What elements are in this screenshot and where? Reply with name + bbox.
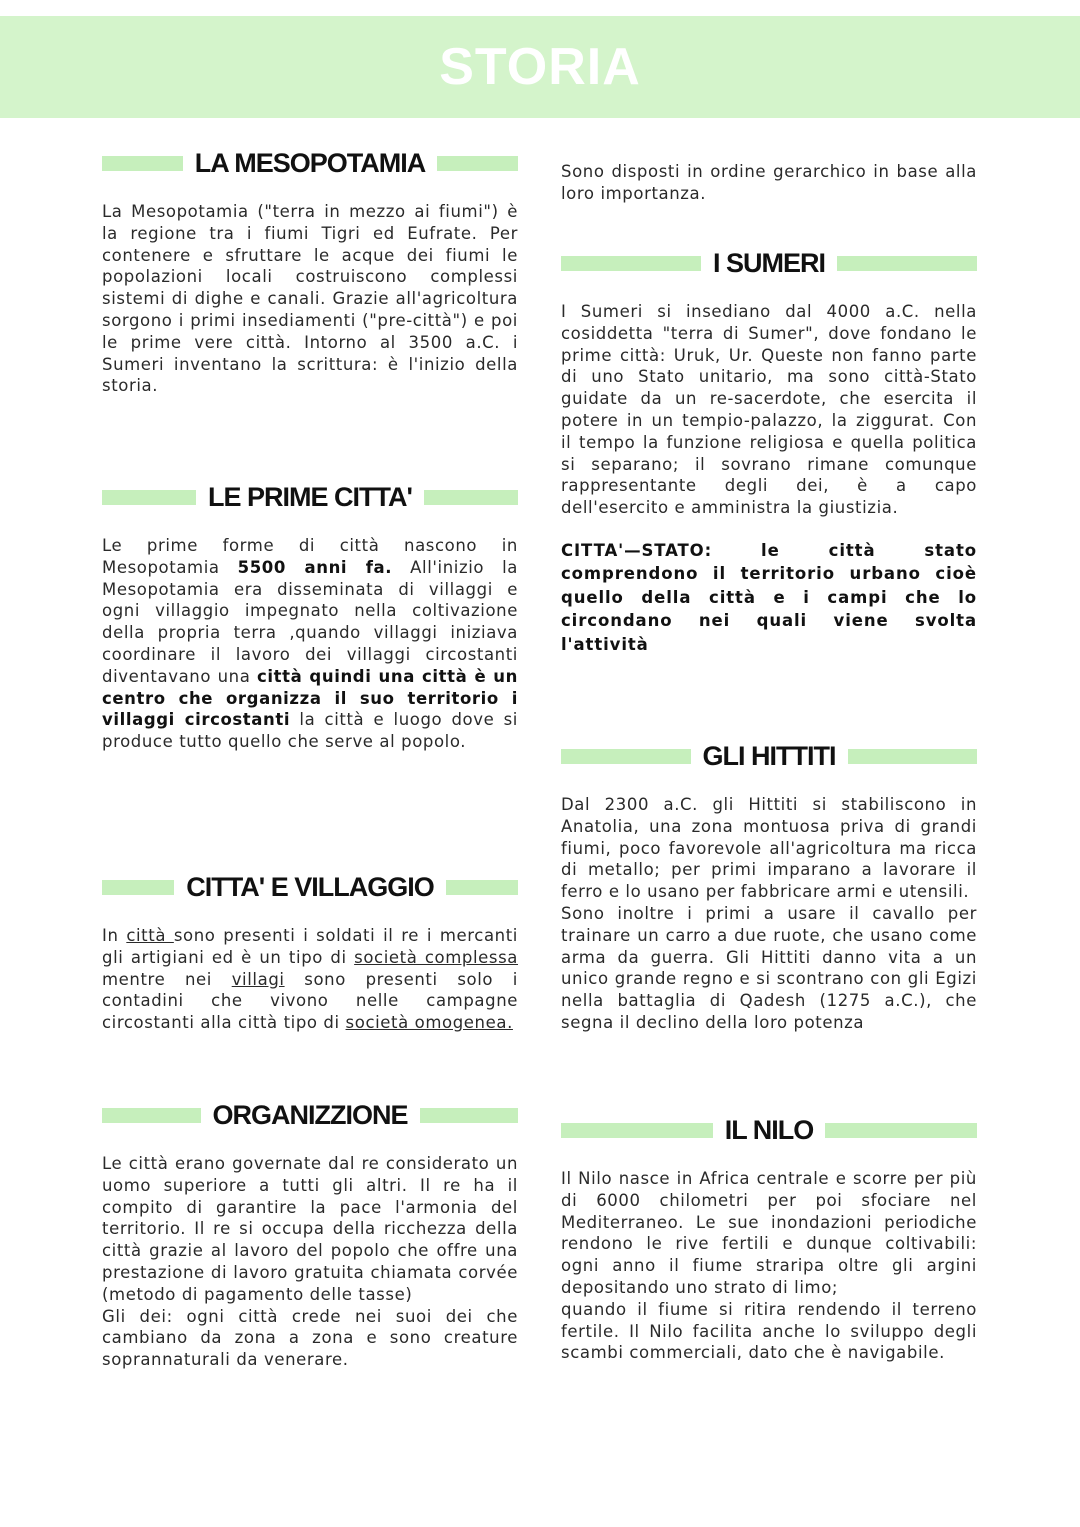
heading-text: LA MESOPOTAMIA xyxy=(194,147,426,178)
heading-bar-left xyxy=(561,256,701,271)
section-heading xyxy=(561,736,977,776)
heading-bar-right xyxy=(848,749,978,764)
heading-text: ORGANIZZIONE xyxy=(212,1099,408,1130)
heading-bar-left xyxy=(102,156,183,171)
text-run: All'inizio la Mesopotamia era disseminata di villaggi e ogni villaggio impegnato nella coltivazione della propria terra ,quando villaggi iniziava coordinare il lavoro dei villaggi circostanti diventavano una xyxy=(102,557,519,686)
section-prime-citta xyxy=(102,477,518,753)
section-text xyxy=(561,794,977,1034)
underlined-run: villagi xyxy=(231,969,285,989)
section-organizzazione xyxy=(102,1095,518,1371)
section-mesopotamia xyxy=(102,143,518,397)
text-paragraph: Dal 2300 a.C. gli Hittiti si stabiliscono in Anatolia, una zona montuosa priva di grandi fiumi, poco favorevole all'agricoltura ma ricca di metallo; per primi imparano a lavorare il ferro e lo usano per fabbricare armi e utensili. xyxy=(561,795,977,902)
heading-bar-left xyxy=(561,1123,713,1138)
text-run: Le prime forme di città nascono in Mesopotamia xyxy=(102,536,518,577)
heading-bar-right xyxy=(825,1123,977,1138)
section-text: Sono disposti in ordine gerarchico in base alla loro importanza. xyxy=(561,162,977,203)
section-heading xyxy=(561,243,977,283)
section-nilo xyxy=(561,1110,977,1364)
text-run: In xyxy=(102,926,127,945)
heading-text: IL NILO xyxy=(724,1114,814,1145)
section-heading xyxy=(102,867,518,907)
section-hittiti xyxy=(561,736,977,1034)
text-paragraph: Gli dei: ogni città crede nei suoi dei che cambiano da zona a zona e sono creature soprannaturali da venerare. xyxy=(102,1306,518,1370)
title-banner xyxy=(0,16,1080,118)
heading-bar-right xyxy=(420,1108,519,1123)
heading-bar-right xyxy=(837,256,977,271)
text-paragraph: Sono inoltre i primi a usare il cavallo per trainare un carro a due ruote, che usano come arma da guerra. Gli Hittiti danno vita a un unico grande regno e si scontrano con gli Egizi nella battaglia di Qadesh (1275 a.C.), che segna il declino della loro potenza xyxy=(561,903,977,1032)
text-paragraph: Il Nilo nasce in Africa centrale e scorre per più di 6000 chilometri per poi sfociare nel Mediterraneo. Le sue inondazioni periodiche rendono le rive fertili e dunque coltivabili: ogni anno il fiume straripa oltre gli argini depositando uno strato di limo; xyxy=(561,1169,977,1297)
heading-text: GLI HITTITI xyxy=(702,740,836,771)
text-run: sono presenti i soldati il re i mercanti gli artigiani ed è un tipo di xyxy=(102,926,518,967)
section-continuation xyxy=(561,161,977,205)
heading-text: LE PRIME CITTA' xyxy=(208,481,412,512)
bold-run: 5500 anni fa. xyxy=(237,557,393,577)
heading-bar-left xyxy=(102,490,196,505)
definition-text: CITTA'—STATO: le città stato comprendono il territorio urbano cioè quello della città e i campi che lo circondano nei quali viene svolta l'attività xyxy=(561,540,977,654)
heading-bar-left xyxy=(102,880,174,895)
heading-bar-left xyxy=(102,1108,201,1123)
section-sumeri xyxy=(561,243,977,656)
section-text xyxy=(102,1153,518,1371)
section-text: I Sumeri si insediano dal 4000 a.C. nella cosiddetta "terra di Sumer", dove fondano le prime città: Uruk, Ur. Queste non fanno parte di uno Stato unitario, ma sono città-Stato guidate da un re-sacerdote, che esercita il potere in un tempio-palazzo, la ziggurat. Con il tempo la funzione religiosa e quella politica si separano; il sovrano rimane comunque rappresentante degli dei, è a capo dell'esercito e amministra la giustizia. xyxy=(561,302,977,518)
section-heading xyxy=(102,143,518,183)
section-text: La Mesopotamia ("terra in mezzo ai fiumi") è la regione tra i fiumi Tigri ed Eufrate. Per contenere e sfruttare le acque dei fiumi le popolazioni locali costruiscono complessi sistemi di dighe e canali. Grazie all'agricoltura sorgono i primi insediamenti ("pre-città") e poi le prime vere città. Intorno al 3500 a.C. i Sumeri inventano la scrittura: è l'inizio della storia. xyxy=(102,202,518,396)
underlined-run: città xyxy=(126,926,174,945)
heading-bar-right xyxy=(446,880,518,895)
bold-run: città quindi una città è un centro che organizza il suo territorio i villaggi circostanti xyxy=(102,666,518,730)
text-paragraph: quando il fiume si ritira rendendo il terreno fertile. Il Nilo facilita anche lo sviluppo degli scambi commerciali, dato che è navigabile. xyxy=(561,1299,977,1363)
heading-bar-right xyxy=(424,490,518,505)
text-paragraph: Le città erano governate dal re considerato un uomo superiore a tutti gli altri. Il re ha il compito di garantire la pace l'armonia del territorio. Il re si occupa della ricchezza della città grazie al lavoro del popolo che offre una prestazione di lavoro gratuita chiamata corvée (metodo di pagamento delle tasse) xyxy=(102,1154,518,1304)
section-heading xyxy=(561,1110,977,1150)
section-citta-villaggio xyxy=(102,867,518,1034)
section-heading xyxy=(102,1095,518,1135)
text-run: sono presenti solo i contadini che vivono nelle campagne circostanti alla città tipo di xyxy=(102,969,518,1033)
underlined-run: società complessa xyxy=(354,947,519,967)
section-heading xyxy=(102,477,518,517)
heading-bar-left xyxy=(561,749,691,764)
heading-bar-right xyxy=(437,156,518,171)
heading-text: I SUMERI xyxy=(713,247,826,278)
underlined-run: società omogenea. xyxy=(345,1013,513,1033)
text-run: mentre nei xyxy=(102,969,232,989)
text-run: la città e luogo dove si produce tutto quello che serve al popolo. xyxy=(102,710,518,752)
heading-text: CITTA' E VILLAGGIO xyxy=(186,871,434,902)
page-title: STORIA xyxy=(439,38,641,96)
section-text xyxy=(561,1168,977,1364)
section-text xyxy=(102,925,518,1034)
section-text xyxy=(102,535,518,753)
